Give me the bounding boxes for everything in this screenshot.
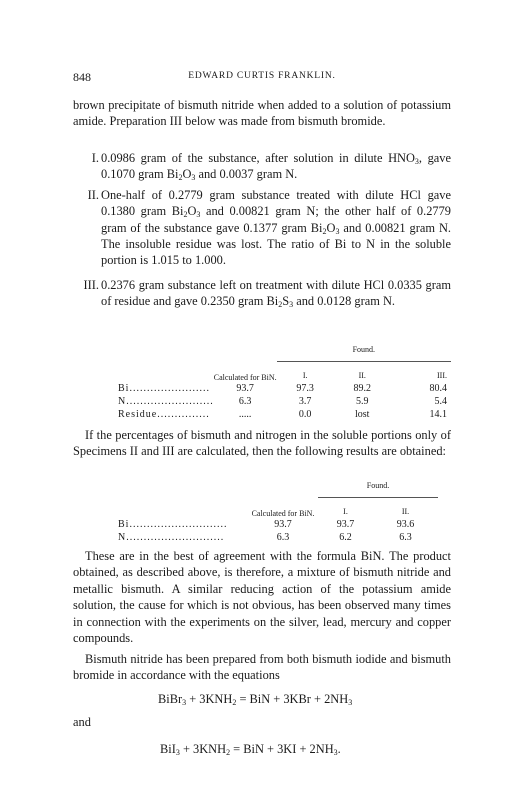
- column-header: I.: [302, 371, 308, 380]
- found-brace: [277, 361, 451, 365]
- row-label: Bi............................: [118, 519, 228, 530]
- found-value: 93.6: [396, 519, 415, 530]
- calculated-header: Calculated for BiN.: [251, 509, 315, 518]
- specimen-text: 0.0986 gram of the substance, after solution in dilute $HNO_3$, gave 0.1070 gram $Bi_2O_3$ and 0.0037 gram N.: [101, 151, 452, 183]
- calculated-value: 6.3: [276, 532, 290, 543]
- column-header: I.: [343, 507, 348, 516]
- and-word: and: [73, 715, 91, 729]
- paragraph-2: [73, 427, 451, 460]
- paragraph-3-text: These are in the best of agreement with the formula BiN. The product obtained, as described above, is therefore, a mixture of bismuth nitride and metallic bismuth. A similar reducing action of the potassium amide solution, the cause for which is not obvious, has been observed many times in connection with the experiments on the silver, lead, mercury and copper compounds.: [73, 549, 451, 646]
- calculated-header: Calculated for BiN.: [213, 373, 277, 382]
- found-value: 5.4: [434, 396, 447, 407]
- found-value: 6.3: [399, 532, 412, 543]
- page-number: 848: [73, 70, 91, 84]
- calculated-value: 6.3: [238, 396, 252, 407]
- found-value: 5.9: [356, 396, 369, 407]
- results-table-1: [118, 343, 451, 421]
- row-label: Bi.......................: [118, 383, 210, 394]
- table-row: [118, 518, 438, 531]
- found-header: Found.: [366, 481, 390, 490]
- specimen-item-1: [73, 150, 451, 183]
- specimen-number: II.: [87, 187, 99, 202]
- specimen-text: One-half of 0.2779 gram substance treated with dilute HCl gave 0.1380 gram $Bi_2O_3$ and 0.00821 gram N; the other half of 0.2779 gram of the substance gave 0.1377 gram $Bi_2O_3$ and 0.00821 gram N. The insoluble residue was lost. The ratio of Bi to N in the soluble portion is 1.015 to 1.000.: [101, 187, 451, 268]
- paragraph-2-text: If the percentages of bismuth and nitrogen in the soluble portions only of Specimens II and III are calculated, then the following results are obtained:: [73, 428, 451, 459]
- specimen-number: III.: [83, 277, 99, 292]
- column-header: II.: [401, 507, 410, 516]
- specimen-item-2: [73, 187, 451, 269]
- page-header: [73, 70, 451, 84]
- found-value: lost: [355, 409, 370, 420]
- calculated-value: 93.7: [236, 383, 254, 394]
- specimen-text: 0.2376 gram substance left on treatment with dilute HCl 0.0335 gram of residue and gave 0.2350 gram $Bi_2S_3$ and 0.0128 gram N.: [101, 277, 451, 310]
- paragraph-4-text: Bismuth nitride has been prepared from both bismuth iodide and bismuth bromide in accordance with the equations: [73, 652, 451, 683]
- results-table-2: [118, 479, 438, 544]
- found-value: 6.2: [339, 532, 352, 543]
- found-value: 0.0: [298, 409, 312, 420]
- paragraph-1-text: brown precipitate of bismuth nitride when added to a solution of potassium amide. Preparation III below was made from bismuth bromide.: [73, 98, 451, 129]
- paragraph-3: [73, 548, 451, 646]
- column-header: II.: [358, 371, 366, 380]
- found-value: 3.7: [298, 396, 312, 407]
- table-row: [118, 408, 451, 421]
- equation-1: BiBr$_3$ + $3KNH_2$ = BiN + $3KBr + 2NH_3$: [158, 692, 353, 707]
- table-row: [118, 382, 451, 395]
- table-row: [118, 395, 451, 408]
- found-brace: [318, 497, 438, 501]
- specimen-list: [73, 150, 451, 314]
- calculated-value: 93.7: [274, 519, 292, 530]
- row-label: N.........................: [118, 396, 214, 407]
- found-value: 14.1: [429, 409, 447, 420]
- specimen-number: I.: [91, 151, 99, 165]
- found-value: 89.2: [353, 383, 371, 394]
- running-head: EDWARD CURTIS FRANKLIN.: [188, 71, 336, 81]
- paragraph-1: [73, 97, 451, 130]
- found-header: Found.: [352, 345, 376, 354]
- specimen-item-3: [73, 277, 451, 310]
- found-value: 93.7: [336, 519, 355, 530]
- found-value: 80.4: [429, 383, 447, 394]
- equation-2: $BiI_3 + 3KNH_2$ = BiN + $3KI + 2NH_3$.: [160, 742, 341, 757]
- row-label: Residue...............: [118, 409, 210, 420]
- found-value: 97.3: [296, 383, 314, 394]
- calculated-value: .....: [238, 409, 252, 420]
- row-label: N............................: [118, 532, 225, 543]
- table-row: [118, 531, 438, 544]
- column-header: III.: [437, 371, 447, 380]
- paragraph-4: [73, 651, 451, 684]
